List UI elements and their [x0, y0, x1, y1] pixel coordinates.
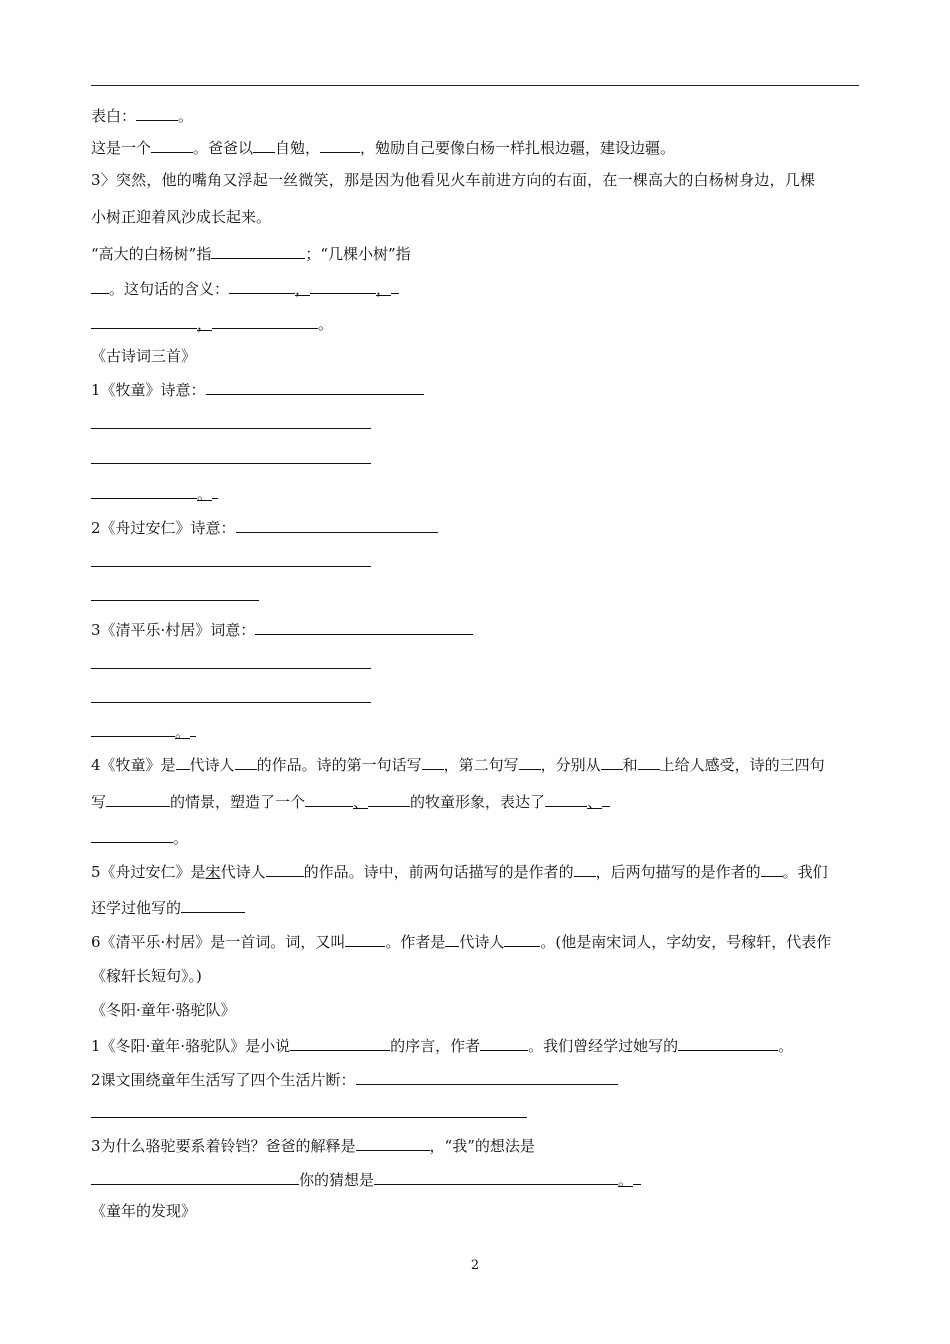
line-biaobai: 表白： 。: [91, 104, 193, 126]
camel-q3: 3为什么骆驼要系着铃铛？爸爸的解释是 ，“我”的想法是: [91, 1134, 535, 1156]
camel-q2: 2课文围绕童年生活写了四个生活片断：: [91, 1068, 618, 1090]
answer-line[interactable]: [236, 516, 438, 533]
blank[interactable]: [91, 277, 109, 294]
line-hanyi-cont: ， 。: [91, 312, 333, 334]
camel-q3-cont: 你的猜想是 。: [91, 1168, 641, 1190]
blank[interactable]: [151, 136, 193, 153]
q6-qingpingle-fill: 6《清平乐·村居》是一首词。词，又叫 。作者是 代诗人 。(他是南宋词人，字幼安，号稼轩，代表作: [91, 930, 831, 952]
blank[interactable]: [212, 312, 318, 329]
answer-line[interactable]: [91, 447, 371, 469]
answer-line[interactable]: [356, 1068, 618, 1085]
q3-qingpingle: 3《清平乐·村居》词意：: [91, 618, 473, 640]
answer-line[interactable]: [91, 412, 371, 434]
blank[interactable]: [320, 136, 360, 153]
blank[interactable]: [253, 136, 275, 153]
line-gaoda: “高大的白杨树”指 ；“几棵小树”指: [91, 242, 411, 264]
answer-line[interactable]: [91, 550, 371, 572]
answer-line[interactable]: [91, 1101, 527, 1123]
section-title-poems: 《古诗词三首》: [91, 347, 197, 365]
q6-qingpingle-fill-2: 《稼轩长短句》。): [91, 967, 202, 985]
section-title-discovery: 《童年的发现》: [91, 1202, 197, 1220]
q4-mutong-fill-3: 。: [91, 826, 188, 848]
blank[interactable]: [391, 277, 399, 294]
answer-line[interactable]: [206, 378, 424, 395]
answer-line[interactable]: [91, 652, 371, 674]
camel-q1: 1《冬阳·童年·骆驼队》是小说 的序言，作者 。我们曾经学过她写的 。: [91, 1034, 793, 1056]
answer-line-end: 。: [91, 482, 218, 504]
blank[interactable]: [91, 312, 197, 329]
answer-line-end: 。: [91, 720, 196, 742]
q5-zhouguo-fill-2: 还学过他写的: [91, 896, 245, 918]
blank[interactable]: [229, 277, 295, 294]
header-rule: [91, 85, 859, 86]
blank[interactable]: [211, 242, 305, 259]
q4-mutong-fill: 4《牧童》是 代诗人 的作品。诗的第一句话写 ，第二句写 ，分别从 和 上给人感受，诗的三四句: [91, 753, 825, 775]
blank[interactable]: [136, 104, 178, 121]
section-title-camel: 《冬阳·童年·骆驼队》: [91, 1001, 236, 1019]
blank[interactable]: [310, 277, 376, 294]
page-number: 2: [470, 1258, 480, 1273]
q4-mutong-fill-2: 写 的情景，塑造了一个 、 的牧童形象，表达了 、: [91, 790, 610, 812]
answer-line[interactable]: [255, 618, 473, 635]
line-hanyi: 。这句话的含义： ， ，: [91, 277, 399, 299]
q3-passage-line1: 3〉突然，他的嘴角又浮起一丝微笑，那是因为他看见火车前进方向的右面，在一棵高大的白杨树身边，几棵: [91, 171, 816, 189]
q2-zhouguo: 2《舟过安仁》诗意：: [91, 516, 438, 538]
line-zheshi: 这是一个 。爸爸以 自勉， ，勉励自己要像白杨一样扎根边疆，建设边疆。: [91, 136, 675, 158]
q3-passage-line2: 小树正迎着风沙成长起来。: [91, 208, 272, 226]
answer-line[interactable]: [91, 584, 259, 606]
q5-zhouguo-fill: 5《舟过安仁》是宋代诗人 的作品。诗中，前两句话描写的是作者的 ，后两句描写的是作者的 。我们: [91, 860, 828, 882]
q1-mutong: 1《牧童》诗意：: [91, 378, 424, 400]
answer-line[interactable]: [91, 686, 371, 708]
